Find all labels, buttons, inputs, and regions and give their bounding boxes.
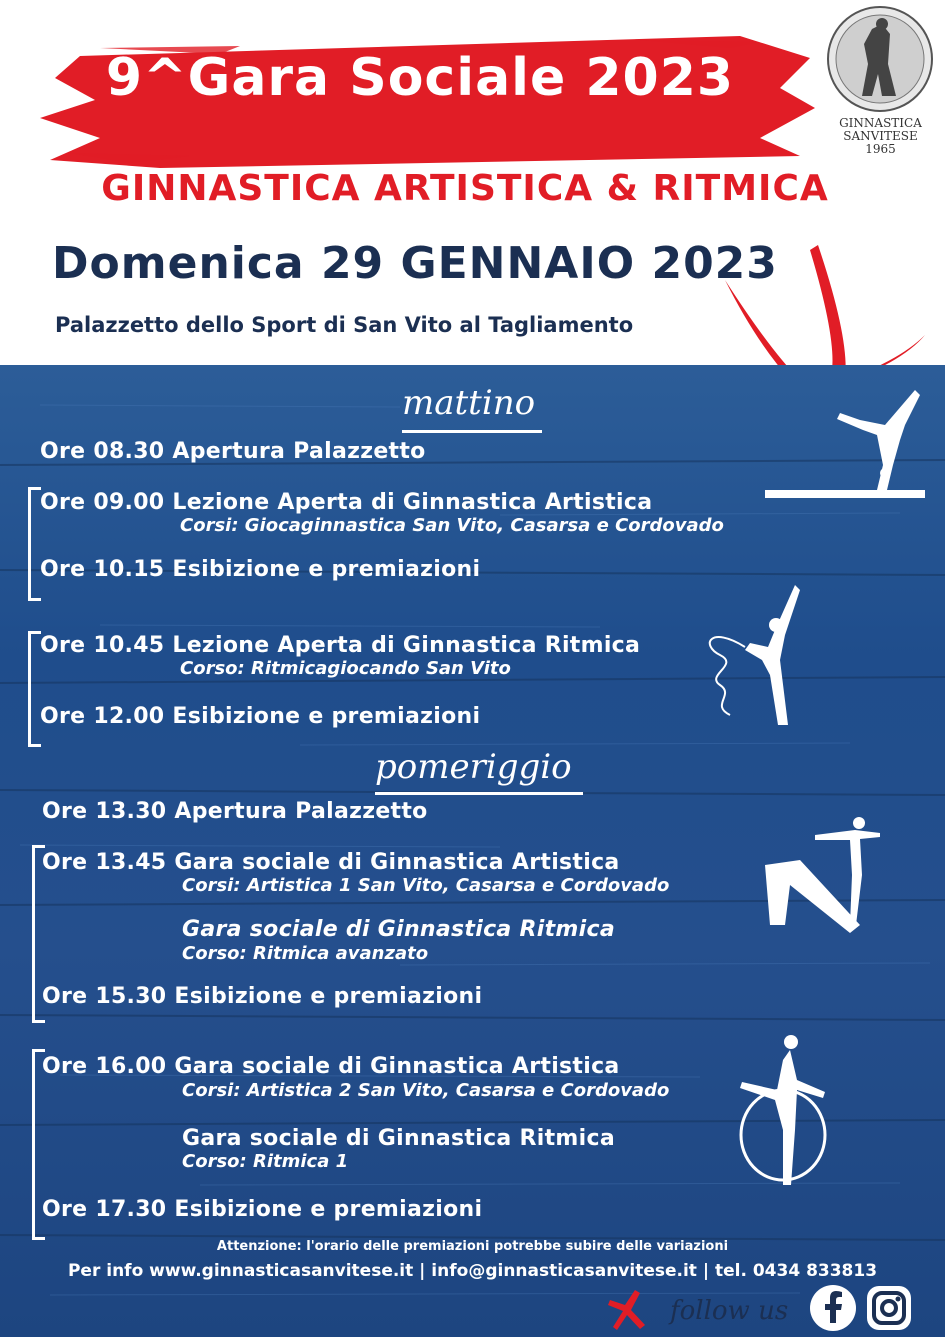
gymnast-beam-icon <box>765 385 925 505</box>
schedule-detail: Corso: Ritmica avanzato <box>182 943 429 964</box>
schedule-detail: Corsi: Artistica 2 San Vito, Casarsa e Cordovado <box>182 1080 670 1101</box>
schedule-row: Ore 10.45 Lezione Aperta di Ginnastica Ritmica <box>40 633 641 658</box>
schedule-detail: Corso: Ritmicagiocando San Vito <box>180 658 511 679</box>
gymnast-vault-icon <box>760 815 890 935</box>
logo-line-3: 1965 <box>865 142 896 156</box>
gymnast-red-icon <box>605 1285 655 1335</box>
event-subtitle: GINNASTICA ARTISTICA & RITMICA <box>101 168 829 209</box>
schedule-row: Ore 10.15 Esibizione e premiazioni <box>40 557 481 582</box>
schedule-detail: Corso: Ritmica 1 <box>182 1151 349 1172</box>
event-title: 9^Gara Sociale 2023 <box>105 48 735 108</box>
schedule-row: Ore 08.30 Apertura Palazzetto <box>40 439 426 464</box>
gymnast-hoop-icon <box>735 1030 835 1190</box>
follow-us-label: follow us <box>670 1296 789 1326</box>
event-venue: Palazzetto dello Sport di San Vito al Tagliamento <box>55 313 634 337</box>
gymnast-ribbon-icon <box>700 585 810 730</box>
header <box>0 0 945 365</box>
event-date: Domenica 29 GENNAIO 2023 <box>52 238 778 289</box>
heading-underline <box>375 792 583 795</box>
schedule-row: Ore 12.00 Esibizione e premiazioni <box>40 704 481 729</box>
schedule-row: Ore 09.00 Lezione Aperta di Ginnastica Artistica <box>40 490 653 515</box>
facebook-icon[interactable] <box>808 1283 858 1333</box>
schedule-detail: Corsi: Giocaginnastica San Vito, Casarsa e Cordovado <box>180 515 724 536</box>
schedule-row: Ore 17.30 Esibizione e premiazioni <box>42 1197 483 1222</box>
heading-underline <box>402 430 542 433</box>
footer-note: Attenzione: l'orario delle premiazioni potrebbe subire delle variazioni <box>216 1239 729 1254</box>
section-heading-afternoon: pomeriggio <box>375 747 572 787</box>
schedule-row: Ore 16.00 Gara sociale di Ginnastica Artistica <box>42 1054 620 1079</box>
schedule-row: Gara sociale di Ginnastica Ritmica <box>182 917 615 942</box>
schedule-row: Ore 13.45 Gara sociale di Ginnastica Artistica <box>42 850 620 875</box>
instagram-icon[interactable] <box>864 1283 914 1333</box>
schedule-detail: Corsi: Artistica 1 San Vito, Casarsa e Cordovado <box>182 875 670 896</box>
footer-contact-info: Per info www.ginnasticasanvitese.it | info@ginnasticasanvitese.it | tel. 0434 833813 <box>67 1261 878 1281</box>
logo-text <box>818 117 943 156</box>
logo-line-2: SANVITESE <box>843 129 918 143</box>
schedule-row: Ore 13.30 Apertura Palazzetto <box>42 799 428 824</box>
schedule-row: Ore 15.30 Esibizione e premiazioni <box>42 984 483 1009</box>
schedule-row: Gara sociale di Ginnastica Ritmica <box>182 1126 615 1151</box>
section-heading-morning: mattino <box>402 383 536 423</box>
logo-line-1: GINNASTICA <box>839 116 922 130</box>
